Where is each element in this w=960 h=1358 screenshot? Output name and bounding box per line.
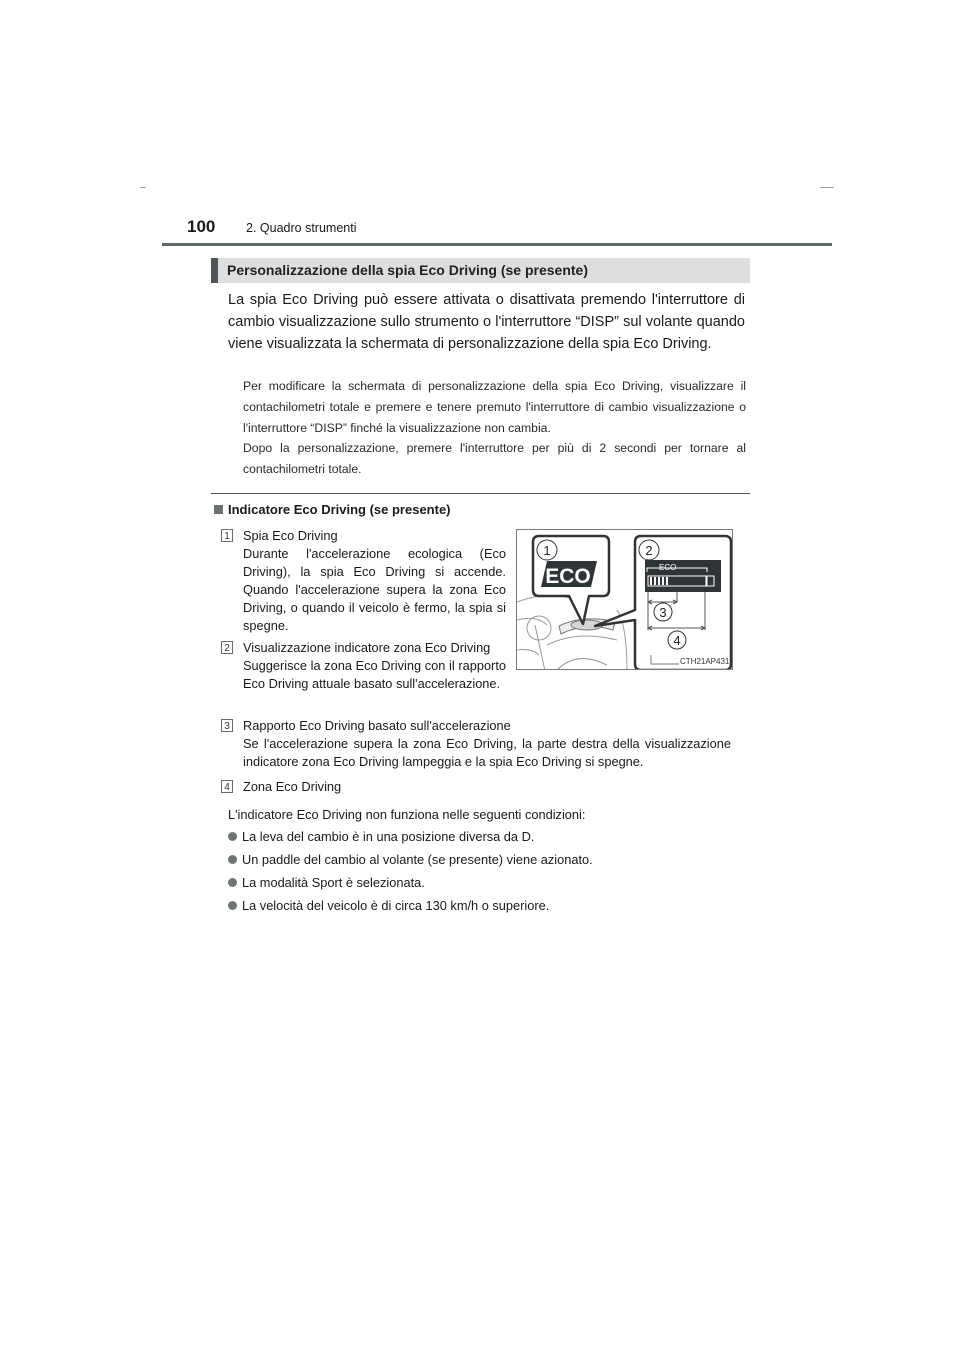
- item-number-badge: 2: [221, 641, 233, 654]
- item-title: Spia Eco Driving: [243, 528, 338, 543]
- subsection-title: Indicatore Eco Driving (se presente): [228, 502, 451, 517]
- item-number-badge: 4: [221, 780, 233, 793]
- list-item: [243, 639, 506, 693]
- list-item: [228, 874, 425, 892]
- eco-lamp-text: ECO: [545, 565, 591, 588]
- dashboard-illustration: [517, 530, 733, 670]
- callout-2: 2: [645, 543, 653, 558]
- callout-4: 4: [673, 633, 681, 648]
- bullet-icon: [228, 878, 237, 887]
- list-item: [228, 828, 534, 846]
- section-title: Personalizzazione della spia Eco Driving (se presente): [227, 262, 589, 278]
- running-title: 2. Quadro strumenti: [246, 221, 357, 235]
- eco-indicator-figure: [516, 529, 733, 670]
- item-title: Zona Eco Driving: [243, 779, 342, 794]
- bullet-icon: [228, 855, 237, 864]
- callout-1: 1: [543, 543, 551, 558]
- condition-text: La modalità Sport è selezionata.: [242, 875, 425, 890]
- item-description: Durante l'accelerazione ecologica (Eco Driving), la spia Eco Driving si accende. Quando l'accelerazione supera la zona Eco Driving, o quando il veicolo è fermo, la spia si spegne.: [243, 546, 506, 633]
- display-label: ECO: [659, 563, 677, 572]
- square-bullet-icon: [214, 505, 223, 514]
- crop-mark: [820, 187, 834, 188]
- figure-code: CTH21AP431: [680, 657, 730, 666]
- note-paragraph: Dopo la personalizzazione, premere l'interruttore per più di 2 secondi per tornare al contachilometri totale.: [243, 441, 746, 476]
- item-title: Visualizzazione indicatore zona Eco Driving: [243, 640, 491, 655]
- intro-paragraph: La spia Eco Driving può essere attivata o disattivata premendo l'interruttore di cambio visualizzazione sullo strumento o l'interruttore “DISP” sul volante quando viene visualizzata la schermata di personalizzazione della spia Eco Driving.: [228, 292, 745, 352]
- condition-text: La leva del cambio è in una posizione diversa da D.: [242, 829, 535, 844]
- list-item: [243, 717, 731, 771]
- header-rule: [162, 243, 832, 246]
- callout-3: 3: [659, 605, 667, 620]
- subsection-rule: [211, 493, 750, 494]
- item-number-badge: 3: [221, 719, 233, 732]
- item-description: Suggerisce la zona Eco Driving con il rapporto Eco Driving attuale basato sull'accelerazione.: [243, 658, 506, 691]
- item-title: Rapporto Eco Driving basato sull'accelerazione: [243, 718, 511, 733]
- bullet-icon: [228, 832, 237, 841]
- item-number-badge: 1: [221, 529, 233, 542]
- section-marker: [211, 258, 218, 283]
- list-item: [228, 897, 549, 915]
- condition-text: Un paddle del cambio al volante (se presente) viene azionato.: [242, 852, 593, 867]
- condition-text: La velocità del veicolo è di circa 130 km/h o superiore.: [242, 898, 550, 913]
- list-item: [228, 851, 593, 869]
- list-item: [243, 778, 731, 796]
- bullet-icon: [228, 901, 237, 910]
- page-number: 100: [187, 217, 216, 236]
- list-item: [243, 527, 506, 635]
- conditions-intro: L'indicatore Eco Driving non funziona nelle seguenti condizioni:: [228, 807, 586, 822]
- crop-mark: [140, 187, 146, 188]
- section-title-bar: [211, 258, 750, 283]
- subsection-heading: [214, 502, 451, 517]
- item-description: Se l'accelerazione supera la zona Eco Driving, la parte destra della visualizzazione indicatore zona Eco Driving lampeggia e la spia Eco Driving si spegne.: [243, 736, 731, 769]
- note-paragraph: Per modificare la schermata di personalizzazione della spia Eco Driving, visualizzare il contachilometri totale e premere e tenere premuto l'interruttore di cambio visualizzazione o l'interruttore “DISP” finché la visualizzazione non cambia.: [243, 379, 746, 435]
